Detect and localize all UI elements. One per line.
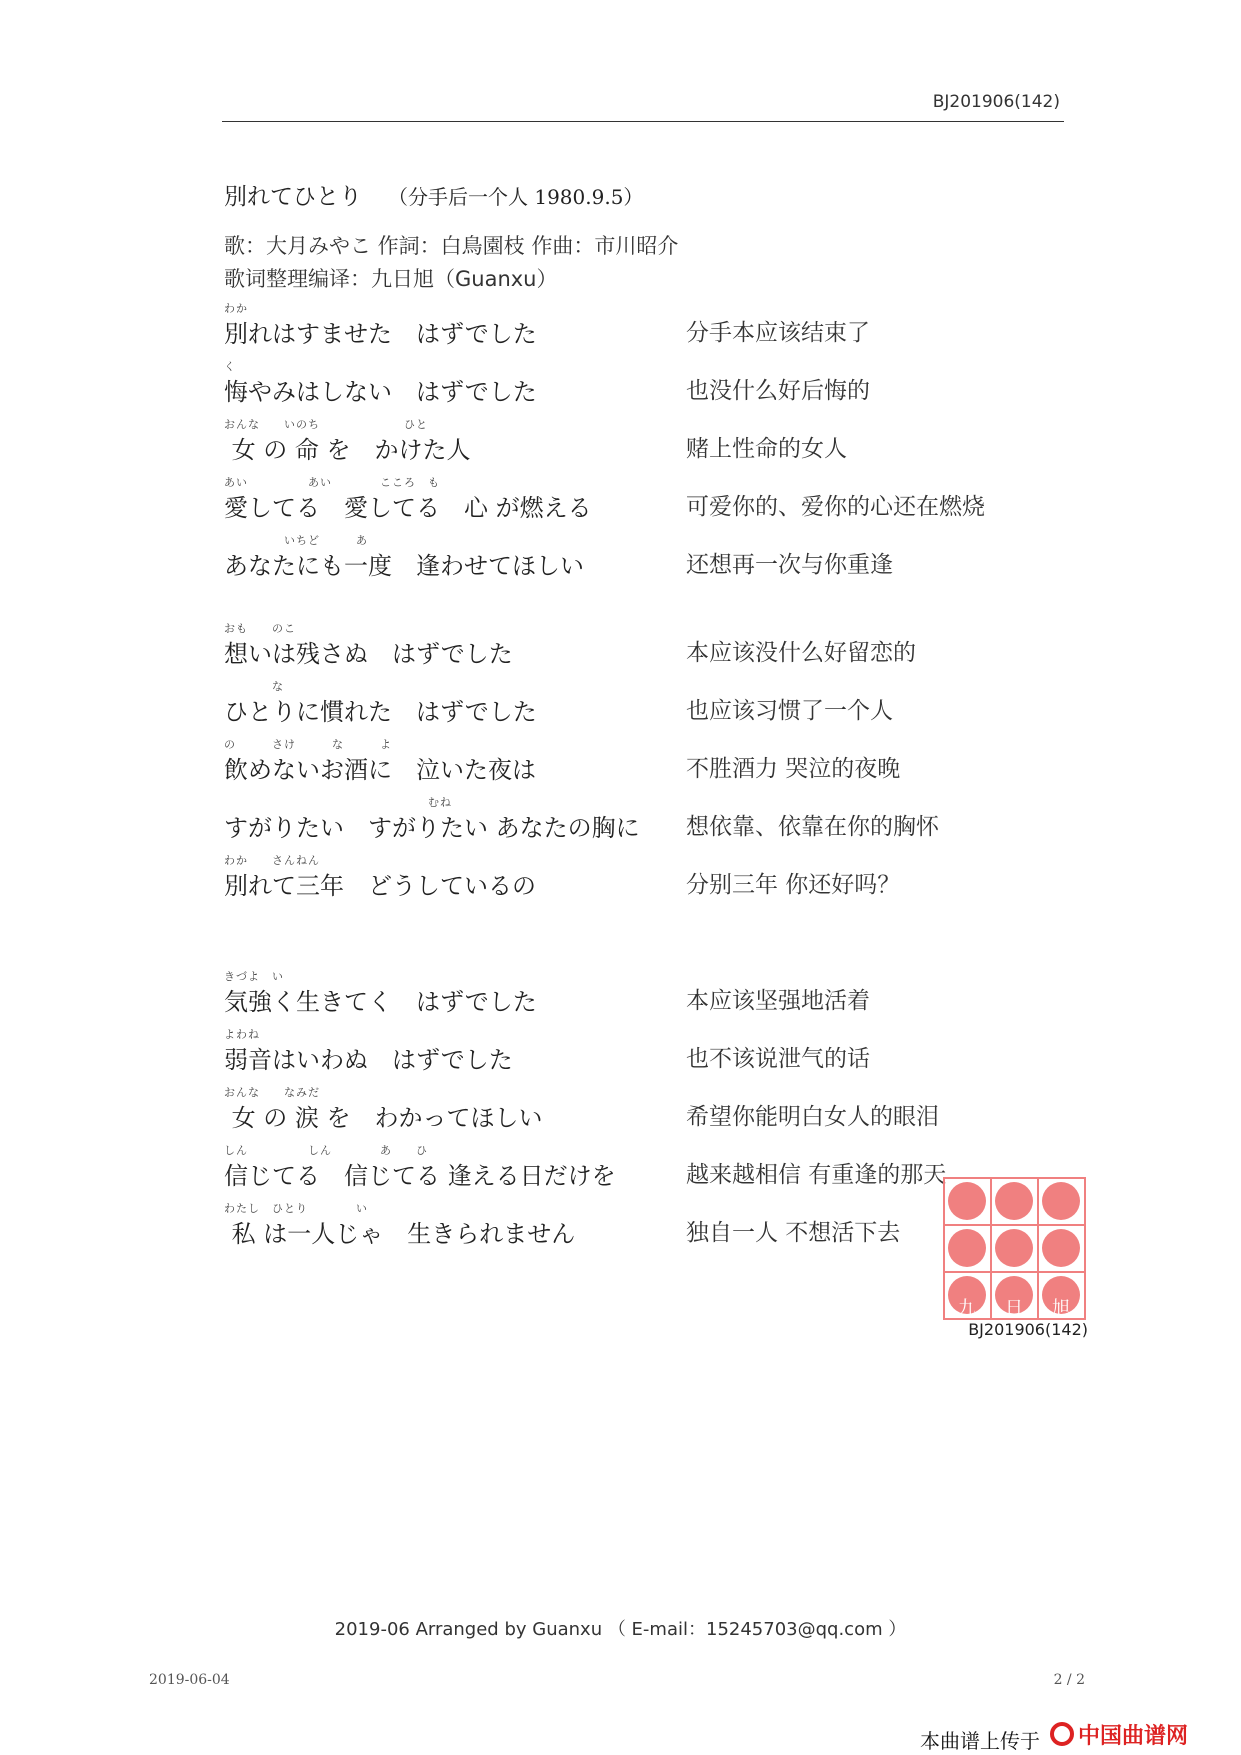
seal-dot — [995, 1182, 1033, 1220]
lyric-row — [0, 678, 1241, 742]
chinese-translation: 也没什么好后悔的 — [686, 378, 870, 404]
seal-dot — [995, 1229, 1033, 1267]
chinese-translation: 独自一人 不想活下去 — [686, 1220, 901, 1246]
furigana: いちど あ — [224, 534, 368, 547]
furigana: わか さんねん — [224, 854, 320, 867]
seal-code: BJ201906(142) — [968, 1320, 1088, 1339]
japanese-lyric: 弱音はいわぬ はずでした — [224, 1046, 513, 1074]
document-id: BJ201906(142) — [932, 92, 1060, 112]
furigana: きづよ い — [224, 970, 284, 983]
furigana: しん しん あ ひ — [224, 1144, 428, 1157]
footer-credit: 2019-06 Arranged by Guanxu （ E-mail：15245703@qq.com ） — [334, 1619, 907, 1640]
upload-notice: 本曲谱上传于 — [920, 1729, 1040, 1753]
chinese-translation: 分手本应该结束了 — [686, 320, 870, 346]
site-logo-icon — [1052, 1724, 1072, 1744]
credits-line-2: 歌词整理编译：九日旭（Guanxu） — [224, 267, 558, 291]
chinese-translation: 赌上性命的女人 — [686, 436, 847, 462]
japanese-lyric: 飲めないお酒に 泣いた夜は — [224, 756, 536, 784]
furigana: よわね — [224, 1028, 260, 1041]
seal-char-3: 旭 — [1052, 1298, 1070, 1319]
japanese-lyric: 別れはすませた はずでした — [224, 320, 537, 348]
lyric-row — [0, 1084, 1241, 1148]
song-title-sub: （分手后一个人 1980.9.5） — [388, 185, 644, 209]
lyric-row — [0, 358, 1241, 422]
furigana: く — [224, 360, 236, 373]
lyric-row — [0, 416, 1241, 480]
furigana: むね — [224, 796, 452, 809]
page-number: 2 / 2 — [1053, 1672, 1085, 1688]
japanese-lyric: 想いは残さぬ はずでした — [224, 640, 513, 668]
japanese-lyric: 女 の 命 を かけた人 — [224, 436, 471, 464]
header-rule — [222, 121, 1064, 122]
japanese-lyric: あなたにも一度 逢わせてほしい — [224, 552, 584, 580]
furigana: わか — [224, 302, 248, 315]
seal-dot — [948, 1229, 986, 1267]
song-title-main: 別れてひとり — [224, 184, 362, 210]
japanese-lyric: 女 の 涙 を わかってほしい — [224, 1104, 543, 1132]
furigana: おんな いのち ひと — [224, 418, 428, 431]
lyric-row — [0, 794, 1241, 858]
site-logo[interactable] — [1050, 1719, 1200, 1749]
japanese-lyric: 愛してる 愛してる 心 が燃える — [224, 494, 592, 522]
chinese-translation: 不胜酒力 哭泣的夜晚 — [686, 756, 901, 782]
site-logo-text: 中国曲谱网 — [1078, 1724, 1189, 1749]
lyric-row — [0, 532, 1241, 596]
seal-dot — [1042, 1229, 1080, 1267]
japanese-lyric: ひとりに慣れた はずでした — [224, 698, 537, 726]
japanese-lyric: 気強く生きてく はずでした — [224, 988, 537, 1016]
lyric-row — [0, 474, 1241, 538]
chinese-translation: 希望你能明白女人的眼泪 — [686, 1104, 939, 1130]
chinese-translation: 可爱你的、爱你的心还在燃烧 — [686, 494, 985, 520]
chinese-translation: 也不该说泄气的话 — [686, 1046, 870, 1072]
seal-dot — [948, 1182, 986, 1220]
lyric-row — [0, 1026, 1241, 1090]
furigana: あい あい こころ も — [224, 476, 440, 489]
chinese-translation: 也应该习惯了一个人 — [686, 698, 893, 724]
japanese-lyric: すがりたい すがりたい あなたの胸に — [224, 814, 640, 842]
seal-char-2: 日 — [1005, 1298, 1023, 1319]
chinese-translation: 想依靠、依靠在你的胸怀 — [686, 814, 939, 840]
seal-dot — [1042, 1182, 1080, 1220]
seal-char-1: 九 — [958, 1298, 976, 1319]
chinese-translation: 还想再一次与你重逢 — [686, 552, 893, 578]
lyric-row — [0, 852, 1241, 916]
lyric-row — [0, 300, 1241, 364]
print-date: 2019-06-04 — [149, 1672, 230, 1688]
furigana: おんな なみだ — [224, 1086, 320, 1099]
furigana: な — [224, 680, 284, 693]
furigana: わたし ひとり い — [224, 1202, 368, 1215]
furigana: の さけ な よ — [224, 738, 392, 751]
seal-stamp — [943, 1177, 1086, 1320]
lyric-row — [0, 620, 1241, 684]
japanese-lyric: 悔やみはしない はずでした — [224, 378, 537, 406]
song-title — [224, 178, 643, 211]
furigana: おも のこ — [224, 622, 296, 635]
japanese-lyric: 別れて三年 どうしているの — [224, 872, 536, 900]
chinese-translation: 本应该没什么好留恋的 — [686, 640, 916, 666]
chinese-translation: 本应该坚强地活着 — [686, 988, 870, 1014]
credits-line-1: 歌：大月みやこ 作詞：白鳥園枝 作曲：市川昭介 — [224, 234, 679, 258]
japanese-lyric: 信じてる 信じてる 逢える日だけを — [224, 1162, 616, 1190]
chinese-translation: 分别三年 你还好吗？ — [686, 872, 901, 898]
chinese-translation: 越来越相信 有重逢的那天 — [686, 1162, 947, 1188]
lyric-row — [0, 968, 1241, 1032]
japanese-lyric: 私 は一人じゃ 生きられません — [224, 1220, 576, 1248]
lyric-row — [0, 736, 1241, 800]
